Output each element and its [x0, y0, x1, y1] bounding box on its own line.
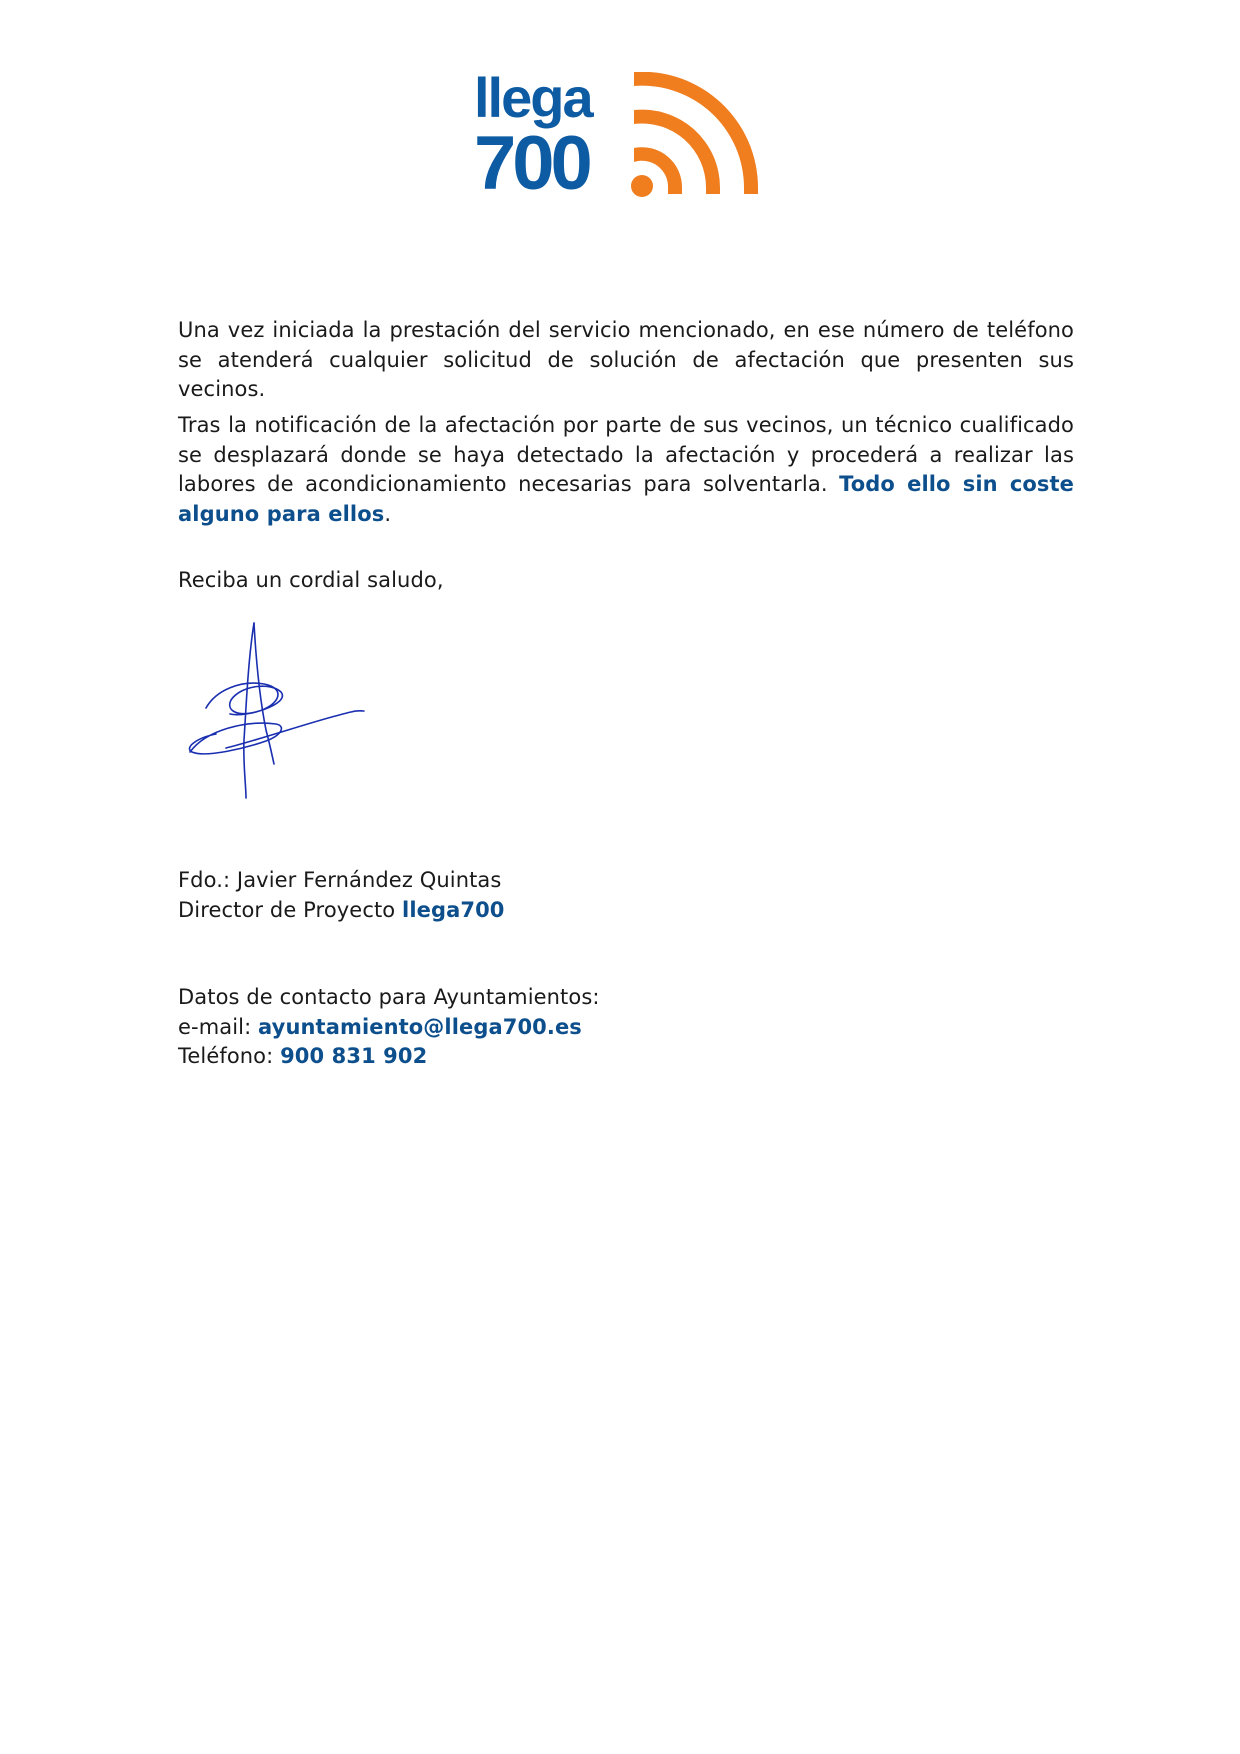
signer-role: [178, 896, 505, 926]
signed-by: Fdo.: Javier Fernández Quintas: [178, 868, 502, 892]
email-line: [178, 1013, 600, 1043]
phone-number[interactable]: 900 831 902: [280, 1044, 428, 1068]
email-label: e-mail:: [178, 1014, 259, 1039]
no-cost-highlight: Todo ello sin coste alguno para ellos: [178, 472, 1074, 526]
role-text: Director de Proyecto: [178, 897, 403, 922]
closing-greeting: Reciba un cordial saludo,: [178, 568, 444, 592]
signature-block: [178, 866, 505, 925]
paragraph-end: .: [384, 501, 392, 526]
contact-block: [178, 983, 600, 1072]
email-link[interactable]: ayuntamiento@llega700.es: [258, 1014, 582, 1039]
phone-label: Teléfono:: [178, 1044, 281, 1068]
brand-name: llega700: [402, 897, 505, 922]
logo-word: llega: [474, 66, 592, 129]
company-logo: [474, 66, 774, 210]
paragraph-service-info: Una vez iniciada la prestación del servicio mencionado, en ese número de teléfono se atenderá cualquier solicitud de solución de afectación que presenten sus vecinos.: [178, 318, 1074, 401]
signal-waves-icon: [624, 72, 764, 206]
handwritten-signature-icon: [186, 620, 406, 800]
contact-heading: Datos de contacto para Ayuntamientos:: [178, 985, 600, 1009]
paragraph-technician-info: [178, 411, 1074, 529]
logo-number: 700: [474, 121, 589, 206]
paragraph-text: Tras la notificación de la afectación por parte de sus vecinos, un técnico cualificado se desplazará donde se haya detectado la afectación y procederá a realizar las labores de acondicionamiento necesarias para solventarla.: [178, 413, 1074, 496]
phone-line: [178, 1042, 600, 1072]
